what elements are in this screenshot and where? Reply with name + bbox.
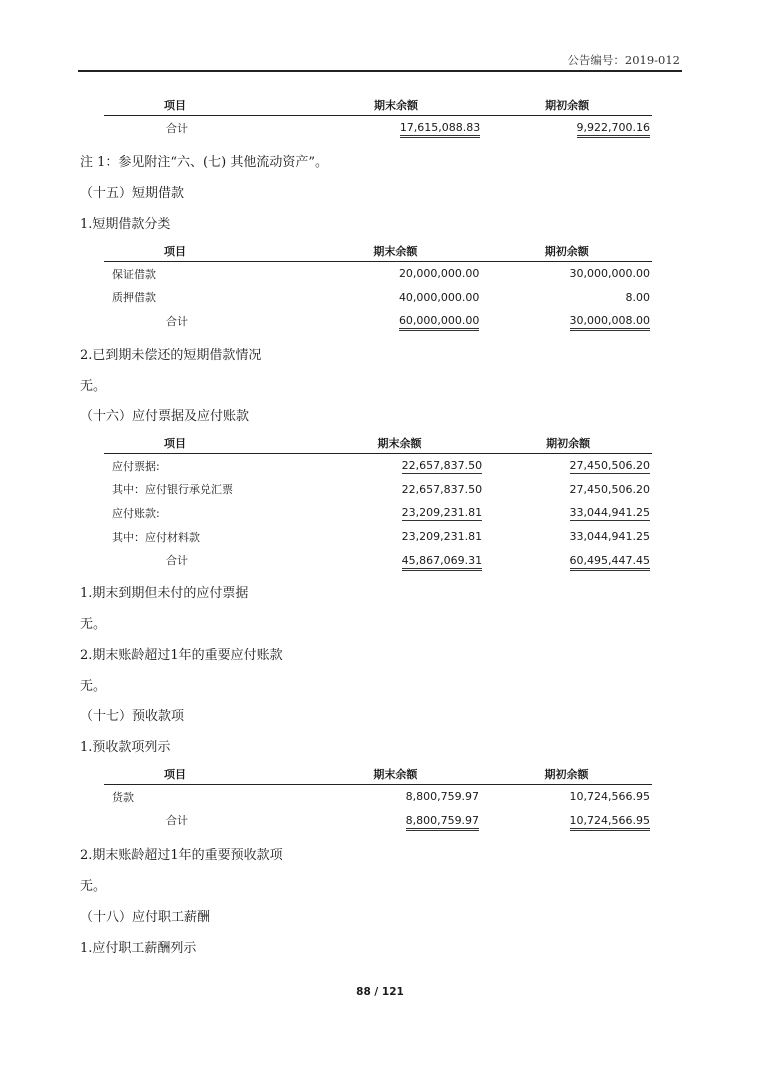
col-end: 期末余额	[373, 767, 418, 781]
table-header-row	[104, 94, 652, 116]
table-total-row	[104, 116, 652, 140]
row-end-value: 22,657,837.50	[401, 482, 483, 496]
col-item: 项目	[164, 767, 186, 781]
row-end-value: 23,209,231.81	[401, 530, 483, 544]
total-end-value: 60,000,000.00	[399, 314, 479, 331]
row-label: 保证借款	[112, 267, 156, 281]
total-end-value: 17,615,088.83	[400, 121, 480, 138]
col-end: 期末余额	[377, 436, 422, 450]
row-end-value: 40,000,000.00	[398, 290, 480, 304]
section-18-subheading-1: 1.应付职工薪酬列示	[80, 941, 197, 956]
header-divider	[78, 70, 682, 72]
row-label: 货款	[112, 790, 134, 804]
row-begin-value: 10,724,566.95	[569, 790, 650, 804]
short-term-loans-table	[104, 240, 652, 333]
row-end-value: 20,000,000.00	[398, 267, 480, 281]
table-row	[104, 262, 652, 286]
col-begin: 期初余额	[546, 436, 591, 450]
total-begin-value: 60,495,447.45	[570, 554, 650, 571]
col-begin: 期初余额	[544, 244, 589, 258]
row-begin-value: 30,000,000.00	[569, 267, 650, 281]
announcement-number: 公告编号：2019-012	[567, 53, 680, 67]
col-begin: 期初余额	[545, 98, 590, 112]
row-label: 其中：应付材料款	[112, 530, 200, 544]
section-18-heading: （十八）应付职工薪酬	[80, 910, 211, 925]
table-row	[104, 454, 652, 478]
total-label: 合计	[166, 121, 188, 135]
table-header-row	[104, 763, 652, 785]
total-begin-value: 9,922,700.16	[577, 121, 650, 138]
total-label: 合计	[166, 314, 188, 328]
row-end-value: 22,657,837.50	[401, 459, 483, 473]
none-text-3: 无。	[80, 679, 107, 694]
table-row	[104, 525, 652, 549]
table-header-row	[104, 432, 652, 454]
col-end: 期末余额	[374, 98, 419, 112]
row-label: 应付账款:	[112, 506, 160, 520]
section-17-heading: （十七）预收款项	[80, 709, 185, 724]
col-item: 项目	[164, 436, 186, 450]
row-begin-value: 33,044,941.25	[569, 506, 650, 520]
table-total-row	[104, 548, 652, 572]
row-label: 其中：应付银行承兑汇票	[112, 483, 233, 497]
section-15-subheading-1: 1.短期借款分类	[80, 217, 171, 232]
total-begin-value: 10,724,566.95	[570, 814, 650, 831]
none-text-2: 无。	[80, 617, 107, 632]
col-item: 项目	[164, 244, 186, 258]
total-end-value: 45,867,069.31	[402, 554, 482, 571]
advance-receipts-table	[104, 763, 652, 832]
table-row	[104, 785, 652, 809]
section-17-subheading-2: 2.期末账龄超过1年的重要预收款项	[80, 848, 283, 863]
note-1: 注 1：参见附注“六、(七) 其他流动资产”。	[80, 155, 328, 170]
table-row	[104, 478, 652, 502]
prev-table	[104, 94, 652, 140]
table-header-row	[104, 240, 652, 262]
table-total-row	[104, 809, 652, 833]
col-begin: 期初余额	[544, 767, 589, 781]
table-row	[104, 286, 652, 310]
row-begin-value: 33,044,941.25	[569, 530, 650, 544]
row-begin-value: 27,450,506.20	[569, 482, 650, 496]
row-label: 应付票据:	[112, 459, 160, 473]
row-end-value: 23,209,231.81	[401, 506, 483, 520]
total-label: 合计	[166, 814, 188, 828]
row-end-value: 8,800,759.97	[405, 790, 480, 804]
col-item: 项目	[164, 98, 186, 112]
table-total-row	[104, 309, 652, 333]
section-17-subheading-1: 1.预收款项列示	[80, 740, 171, 755]
notes-accounts-payable-table	[104, 432, 652, 572]
none-text-4: 无。	[80, 879, 107, 894]
row-label: 质押借款	[112, 291, 156, 305]
row-begin-value: 27,450,506.20	[569, 459, 650, 473]
table-row	[104, 501, 652, 525]
section-16-subheading-1: 1.期末到期但未付的应付票据	[80, 586, 249, 601]
page-number: 88 / 121	[356, 986, 404, 998]
row-begin-value: 8.00	[625, 290, 650, 304]
total-end-value: 8,800,759.97	[406, 814, 479, 831]
col-end: 期末余额	[373, 244, 418, 258]
none-text-1: 无。	[80, 379, 107, 394]
section-16-heading: （十六）应付票据及应付账款	[80, 409, 250, 424]
total-begin-value: 30,000,008.00	[570, 314, 650, 331]
section-15-subheading-2: 2.已到期未偿还的短期借款情况	[80, 348, 262, 363]
total-label: 合计	[166, 554, 188, 568]
section-16-subheading-2: 2.期末账龄超过1年的重要应付账款	[80, 648, 283, 663]
section-15-heading: （十五）短期借款	[80, 186, 185, 201]
